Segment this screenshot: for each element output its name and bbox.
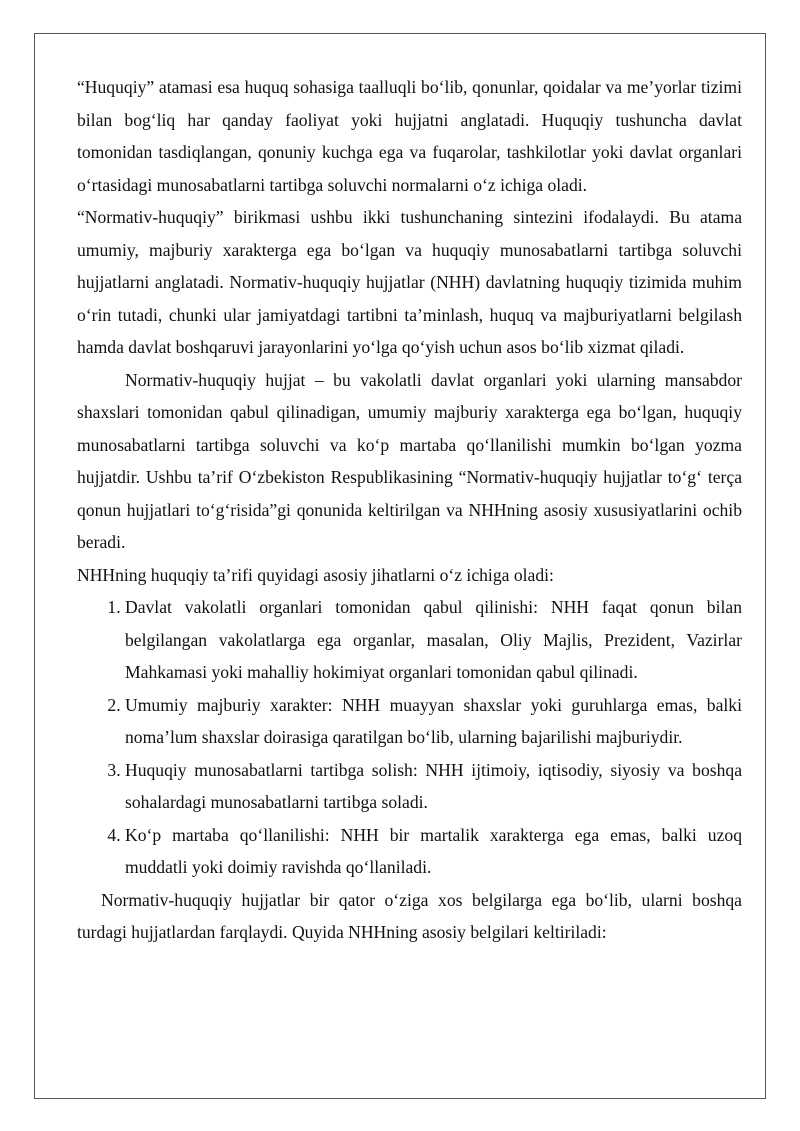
- list-item: 4. Ko‘p martaba qo‘llanilishi: NHH bir martalik xarakterga ega emas, balki uzoq muddatli yoki doimiy ravishda qo‘llaniladi.: [125, 819, 742, 884]
- paragraph-list-intro: NHHning huquqiy ta’rifi quyidagi asosiy jihatlarni o‘z ichiga oladi:: [77, 564, 554, 585]
- paragraph-normativ-huquqiy-synthesis: “Normativ-huquqiy” birikmasi ushbu ikki tushunchaning sintezini ifodalaydi. Bu atama umumiy, majburiy xarakterga ega bo‘lgan va huquqiy munosabatlarni tartibga soluvchi hujjatlarni anglatadi. Normativ-huquqiy hujjatlar (NHH) davlatning huquqiy tizimida muhim o‘rin tutadi, chunki ular jamiyatdagi tartibni ta’minlash, huquq va majburiyatlarni belgilash hamda davlat boshqaruvi jarayonlarini yo‘lga qo‘yish uchun asos bo‘lib xizmat qiladi.: [77, 207, 742, 357]
- paragraph-huquqiy-definition: “Huquqiy” atamasi esa huquq sohasiga taalluqli bo‘lib, qonunlar, qoidalar va me’yorlar tizimi bilan bog‘liq har qanday faoliyat yoki hujjatni anglatadi. Huquqiy tushuncha davlat tomonidan tasdiqlangan, qonuniy kuchga ega va fuqarolar, tashkilotlar yoki davlat organlari o‘rtasidagi munosabatlarni tartibga soluvchi normalarni o‘z ichiga oladi.: [77, 77, 742, 195]
- list-item: 1. Davlat vakolatli organlari tomonidan qabul qilinishi: NHH faqat qonun bilan belgilangan vakolatlarga ega organlar, masalan, Oliy Majlis, Prezident, Vazirlar Mahkamasi yoki mahalliy hokimiyat organlari tomonidan qabul qilinadi.: [125, 591, 742, 689]
- paragraph-nhh-definition: Normativ-huquqiy hujjat – bu vakolatli davlat organlari yoki ularning mansabdor shaxslari tomonidan qabul qilinadigan, umumiy majburiy xarakterga ega bo‘lgan, huquqiy munosabatlarni tartibga soluvchi va ko‘p martaba qo‘llanilishi mumkin bo‘lgan yozma hujjatdir. Ushbu ta’rif O‘zbekiston Respublikasining “Normativ-huquqiy hujjatlar to‘g‘ terça qonun hujjatlari to‘g‘risida”gi qonunida keltirilgan va NHHning asosiy xususiyatlarini ochib beradi.: [77, 369, 742, 552]
- list-item: 2. Umumiy majburiy xarakter: NHH muayyan shaxslar yoki guruhlarga emas, balki noma’lum shaxslar doirasiga qaratilgan bo‘lib, ularning bajarilishi majburiydir.: [125, 689, 742, 754]
- list-item: 3. Huquqiy munosabatlarni tartibga solish: NHH ijtimoiy, iqtisodiy, siyosiy va boshqa sohalardagi munosabatlarni tartibga soladi.: [125, 754, 742, 819]
- nhh-aspects-list: [77, 591, 742, 884]
- document-body: [77, 71, 742, 949]
- paragraph-closing: Normativ-huquqiy hujjatlar bir qator o‘ziga xos belgilarga ega bo‘lib, ularni boshqa turdagi hujjatlardan farqlaydi. Quyida NHHning asosiy belgilari keltiriladi:: [77, 889, 742, 942]
